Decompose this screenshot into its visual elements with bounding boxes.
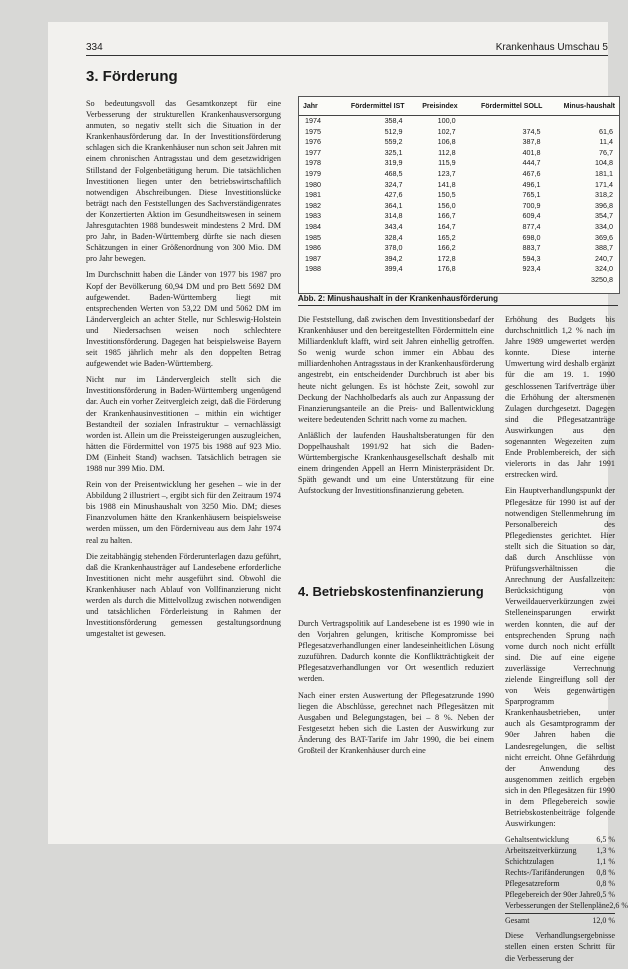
table-row bbox=[299, 116, 619, 127]
table-cell: 354,7 bbox=[595, 211, 613, 221]
list-item bbox=[505, 845, 615, 856]
table-cell: 512,9 bbox=[384, 126, 403, 136]
list-item bbox=[505, 856, 615, 867]
table-cell bbox=[333, 275, 408, 286]
table-body bbox=[299, 116, 619, 286]
section-3-title: 3. Förderung bbox=[86, 68, 178, 85]
table-cell: 1974 bbox=[305, 116, 321, 125]
total-label: Gesamt bbox=[505, 916, 530, 926]
list-item-label: Arbeitszeitverkürzung bbox=[505, 846, 577, 856]
table-cell: 427,6 bbox=[384, 190, 403, 200]
table-cell: 387,8 bbox=[522, 137, 541, 147]
table-header-row bbox=[299, 97, 619, 116]
table-cell: 388,7 bbox=[595, 243, 613, 253]
table-cell: 496,1 bbox=[522, 179, 541, 189]
table-cell: 444,7 bbox=[522, 158, 541, 168]
table-cell: 923,4 bbox=[522, 264, 541, 274]
paragraph: Durch Vertragspolitik auf Landesebene ist es 1990 wie in den Vorjahren gelungen, kritische Kompromisse bei Pflegesatzverhandlungen einer landeseinheitlichen Lösung zuzuführen. Dadurch konnte die Konfliktträchtigkeit der Pflegesatzverhandlungen vor Ort wesentlich reduziert werden. bbox=[298, 619, 494, 684]
journal-name: Krankenhaus Umschau 5 bbox=[495, 42, 608, 53]
list-item bbox=[505, 834, 615, 845]
table-cell: 698,0 bbox=[522, 232, 541, 242]
table-cell: 401,8 bbox=[522, 147, 541, 157]
column-1 bbox=[86, 98, 281, 644]
table-cell: 1982 bbox=[305, 200, 321, 210]
table-row bbox=[299, 127, 619, 138]
list-item-value: 2,6 % bbox=[609, 901, 628, 911]
table-cell: 883,7 bbox=[522, 243, 541, 253]
table-header: Fördermittel IST bbox=[333, 97, 408, 116]
page-number: 334 bbox=[86, 42, 103, 53]
table-row bbox=[299, 158, 619, 169]
table-header: Minus-haushalt bbox=[546, 97, 619, 116]
table-cell: 1979 bbox=[305, 168, 321, 178]
table-cell: 324,0 bbox=[595, 264, 613, 274]
table-cell bbox=[299, 275, 333, 286]
table-cell: 1976 bbox=[305, 137, 321, 147]
total-value: 12,0 % bbox=[592, 916, 615, 926]
table-cell: 343,4 bbox=[384, 221, 403, 231]
table-cell: 1986 bbox=[305, 243, 321, 253]
table-cell: 1977 bbox=[305, 147, 321, 157]
figure-table bbox=[298, 96, 620, 294]
table-cell: 115,9 bbox=[438, 158, 456, 168]
table-cell: 1978 bbox=[305, 158, 321, 168]
table-cell: 325,1 bbox=[384, 147, 403, 157]
paragraph: Die Feststellung, daß zwischen dem Investitionsbedarf der Krankenhäuser und den bereitgestellten Fördermitteln eine Milliardenkluft klafft, wird seit Jahren einhellig getroffen. So wenig wurde schon immer ein Abbau des milliardenhohen Antragsstaus in der Krankenhausförderung angestrebt, ein entscheidender Durchbruch ist aber bis heute nicht gelungen. Es ist höchste Zeit, sowohl zur Deckung der Nachholbedarfs als auch zur Anpassung der Finanzierungsanteile an die Preis- und Ballentwicklung weitere bedeutenden Schritt nach vorne zu machen. bbox=[298, 315, 494, 424]
table-cell: 468,5 bbox=[384, 168, 403, 178]
table-cell: 1987 bbox=[305, 253, 321, 263]
table-cell: 467,6 bbox=[522, 168, 541, 178]
table-cell: 3250,8 bbox=[591, 274, 613, 284]
table-cell bbox=[409, 275, 462, 286]
table-cell: 877,4 bbox=[522, 221, 541, 231]
column-2-section-4 bbox=[298, 618, 494, 761]
table-cell: 324,7 bbox=[384, 179, 403, 189]
table-cell: 378,0 bbox=[384, 243, 403, 253]
table-cell: 240,7 bbox=[595, 253, 613, 263]
table-cell: 150,5 bbox=[437, 190, 456, 200]
table-cell bbox=[462, 116, 547, 127]
table-cell: 156,0 bbox=[437, 200, 456, 210]
table-cell: 396,8 bbox=[595, 200, 613, 210]
cost-factor-list bbox=[505, 834, 628, 926]
table-cell: 102,7 bbox=[437, 126, 456, 136]
table-cell: 765,1 bbox=[522, 190, 541, 200]
table-cell: 1984 bbox=[305, 221, 321, 231]
list-item-label: Verbesserungen der Stellenpläne bbox=[505, 901, 610, 911]
list-item bbox=[505, 900, 628, 911]
table-cell: 358,4 bbox=[384, 116, 403, 125]
table-row bbox=[299, 254, 619, 265]
table-row bbox=[299, 169, 619, 180]
table-cell: 700,9 bbox=[522, 200, 541, 210]
table-cell: 100,0 bbox=[437, 116, 456, 125]
table-cell bbox=[546, 116, 619, 127]
table-cell: 166,2 bbox=[437, 243, 456, 253]
table-cell: 166,7 bbox=[437, 211, 456, 221]
table-cell: 328,4 bbox=[384, 232, 403, 242]
table-cell: 176,8 bbox=[437, 264, 456, 274]
table-row bbox=[299, 180, 619, 191]
table-cell: 11,4 bbox=[599, 137, 613, 147]
table-row bbox=[299, 201, 619, 212]
table-row bbox=[299, 222, 619, 233]
paragraph: Erhöhung des Budgets bis durchschnittlich 1,2 % nach im Jahre 1989 umgewertet werden konnte. Diese interne Umwertung wird deshalb ergänzt für die am 19. 1. 1990 geschlossenen Tarifverträge über die Erhöhung der altersmenen Zulagen durchgesetzt. Dagegen sind die Pflegesatzanträge Auswirkungen aus den sogenannten Wegezeiten zum Ende Problembereich, der sich vielerorts in das Jahr 1991 erstrecken wird. bbox=[505, 315, 615, 480]
table-row bbox=[299, 233, 619, 244]
table-cell: 314,8 bbox=[384, 211, 403, 221]
column-2 bbox=[298, 314, 494, 502]
list-item-label: Rechts-/Tarifänderungen bbox=[505, 868, 585, 878]
table-cell: 394,2 bbox=[384, 253, 403, 263]
document-page bbox=[48, 22, 628, 963]
list-item-value: 1,3 % bbox=[596, 846, 615, 856]
paragraph: Im Durchschnitt haben die Länder von 1977 bis 1987 pro Kopf der Bevölkerung 60,94 DM und pro Bett 5692 DM aufgewendet. Baden-Württemberg liegt mit entsprechenden Werten von 53,22 DM und 5062 DM im Ländervergleich an achter Stelle, nur Schleswig-Holstein und Niedersachsen weisen noch schlechtere Investitionsförderung. Dagegen hat beispielsweise Bayern seit 1985 jährlich mehr als den doppelten Betrag aufgewendet wie Baden-Württemberg. bbox=[86, 270, 281, 369]
paragraph: So bedeutungsvoll das Gesamtkonzept für eine Verbesserung der strukturellen Krankenhausversorgung anmuten, so negativ stellt sich die Situation in der Krankenhausförderung dar. In der Investitionsförderung schlagen sich die Krankenhäuser nun schon seit Jahren mit einem chronischen Antragsstau und dem gesetzwidrigen Stillstand der Folgenbetätigung herum. Die tatsächlichen Investitionen liegen unter den betriebswirtschaftlich notwendigen Abschreibungen. Diese Investitionslücke beträgt nach den Feststellungen des Sachverständigenrates der Konzertierten Aktion im Gesundheitswesen in seinem Jahresgutachten 1988 bundesweit mindestens 2 Mrd. DM pro Jahr, in Baden-Württemberg dürfte sie nach diesen Schätzungen in einer Größenordnung von 300 Mio. DM pro Jahr bewegen. bbox=[86, 99, 281, 264]
figure-caption: Abb. 2: Minushaushalt in der Krankenhausförderung bbox=[298, 294, 618, 306]
table-cell: 334,0 bbox=[595, 221, 613, 231]
table-cell: 1985 bbox=[305, 232, 321, 242]
list-item-value: 6,5 % bbox=[596, 835, 615, 845]
list-item bbox=[505, 867, 615, 878]
table-cell: 594,3 bbox=[522, 253, 541, 263]
table-header: Fördermittel SOLL bbox=[462, 97, 547, 116]
list-item-value: 0,5 % bbox=[596, 890, 615, 900]
table-cell: 1988 bbox=[305, 264, 321, 274]
table-cell: 106,8 bbox=[437, 137, 456, 147]
table-row bbox=[299, 137, 619, 148]
list-item-label: Gehaltsentwicklung bbox=[505, 835, 569, 845]
table-cell: 165,2 bbox=[437, 232, 456, 242]
list-item-value: 0,8 % bbox=[596, 879, 615, 889]
column-3 bbox=[505, 314, 628, 969]
table-cell: 104,8 bbox=[595, 158, 613, 168]
list-item-label: Pflegebereich der 90er Jahre bbox=[505, 890, 597, 900]
table-cell: 559,2 bbox=[384, 137, 403, 147]
paragraph: Diese Verhandlungsergebnisse stellen einen ersten Schritt für die Verbesserung der bbox=[505, 931, 615, 963]
list-item-label: Schichtzulagen bbox=[505, 857, 554, 867]
table-cell: 181,1 bbox=[595, 168, 613, 178]
section-4-title: 4. Betriebskostenfinanzierung bbox=[298, 584, 484, 599]
paragraph: Die zeitabhängig stehenden Förderunterlagen dazu geführt, daß die Krankenhausträger auf Landesebene erforderliche Investitionen nicht mehr ausgeführt sind. Obwohl die Krankenhäuser nach Ablauf von Vollfinanzierung nicht werden als durch die Mittelvollzug zwischen notwendigen und tatsächlichen Förderleistung in Rahmen der Investitionsförderung gemessen gestaltungsordnung umgestaltet ist gewesen. bbox=[86, 551, 281, 639]
table-cell: 609,4 bbox=[522, 211, 541, 221]
paragraph: Nicht nur im Ländervergleich stellt sich die Investitionsförderung in Baden-Württemberg ungenügend dar. Auch ein vorher Zeitvergleich zeigt, daß die Förderung der Krankenhausinvestitionen – mithin ein wichtiger Bestandteil der sozialen Infrastruktur – vernachlässigt worden ist. Allein um die Preissteigerungen auszugleichen, hätten die Fördermittel von 1975 bis 1988 auf 923 Mio. DM (Einheit Stand) wachsen. Tatsächlich betragen sie 1988 nur 399 Mio. DM. bbox=[86, 375, 281, 473]
paragraph: Nach einer ersten Auswertung der Pflegesatzrunde 1990 liegen die Abschlüsse, gerechnet nach Pflegesätzen mit Ausgaben und Belegungstagen, bei – 8 %. Neben der Festgesetzt heben sich die Lasten der Auswirkung zur Änderung des BAT-Tarife im Jahr 1990, die bei einem Großteil der Krankenhäuser durch eine bbox=[298, 690, 494, 756]
table-cell bbox=[462, 275, 547, 286]
table-row bbox=[299, 264, 619, 275]
table-cell: 76,7 bbox=[599, 147, 613, 157]
list-item-value: 0,8 % bbox=[596, 868, 615, 878]
list-total bbox=[505, 913, 615, 926]
list-item-value: 1,1 % bbox=[596, 857, 615, 867]
paragraph: Anläßlich der laufenden Haushaltsberatungen für den Doppelhaushalt 1991/92 hat sich die Baden-Württembergische Krankenhausgesellschaft deshalb mit einem dringenden Appell an Herrn Ministerpräsident Dr. Späth gewandt und um eine Unterstützung für eine Aufstockung der Investitionsfinanzierung gebeten. bbox=[298, 430, 494, 496]
table-cell: 112,8 bbox=[438, 147, 456, 157]
table-row bbox=[299, 211, 619, 222]
table-cell: 364,1 bbox=[384, 200, 403, 210]
paragraph: Ein Hauptverhandlungspunkt der Pflegesätze für 1990 ist auf der notwendigen Stellenmehrung im Personalbereich des Pflegedienstes gerichtet. Hier stellt sich die Situation so dar, daß durch Anschlüsse von Prüfungsverhältnissen die Anrechnung der Ausfallzeiten: Berücksichtigung von Verweildauerverkürzungen zwei Stelleneinsparungen erwirkt werden konnten, die auf der entsprechenden Sprung nach vorne durch noch nicht erfüllt sind. Die auf eine eigene zuverlässige Verrechnung zielende Eingreiflung soll der von Weis gegenwärtigen Sparprogramm Krankenhausbetrieben, unter auch als Gesamtprogramm der 90er Jahren haben die Landesregelungen, die selbst nicht erreicht. Ohne Gefährdung der Anwendung des ausgenommen zeitlich ergeben sich in den Pflegesätzen für 1990 in dem Pflegebereich sowie Betriebskostenbeiträge folgende Auswirkungen: bbox=[505, 486, 615, 829]
list-item bbox=[505, 889, 615, 900]
paragraph: Rein von der Preisentwicklung her gesehen – wie in der Abbildung 2 illustriert –, ergibt sich für den Zeitraum 1974 bis 1988 ein Minushaushalt von 3250 Mio. DM; dieses Finanzvolumen hätte den Krankenhäusern beispielsweise werden müssen, um den Förderniveau aus dem Jahr 1974 real zu halten. bbox=[86, 480, 281, 545]
list-item bbox=[505, 878, 615, 889]
table-row bbox=[299, 190, 619, 201]
table-cell: 1983 bbox=[305, 211, 321, 221]
table-cell: 171,4 bbox=[595, 179, 613, 189]
table-cell: 374,5 bbox=[522, 126, 541, 136]
table-cell: 1975 bbox=[305, 126, 321, 136]
table-cell: 141,8 bbox=[437, 179, 456, 189]
table-cell: 61,6 bbox=[599, 126, 613, 136]
table-header: Jahr bbox=[299, 97, 333, 116]
table-cell: 399,4 bbox=[384, 264, 403, 274]
table-cell: 123,7 bbox=[437, 168, 456, 178]
running-head bbox=[86, 42, 608, 56]
table-cell: 319,9 bbox=[384, 158, 403, 168]
table-cell: 164,7 bbox=[437, 221, 456, 231]
table-cell: 1980 bbox=[305, 179, 321, 189]
table-row bbox=[299, 243, 619, 254]
table-cell: 318,2 bbox=[595, 190, 613, 200]
table-cell: 1981 bbox=[305, 190, 321, 200]
table-header: Preisindex bbox=[409, 97, 462, 116]
table-row bbox=[299, 148, 619, 159]
list-item-label: Pflegesatzreform bbox=[505, 879, 560, 889]
table-row bbox=[299, 275, 619, 286]
table-cell: 369,6 bbox=[595, 232, 613, 242]
minushaushalt-table bbox=[299, 97, 619, 286]
table-cell: 172,8 bbox=[437, 253, 456, 263]
